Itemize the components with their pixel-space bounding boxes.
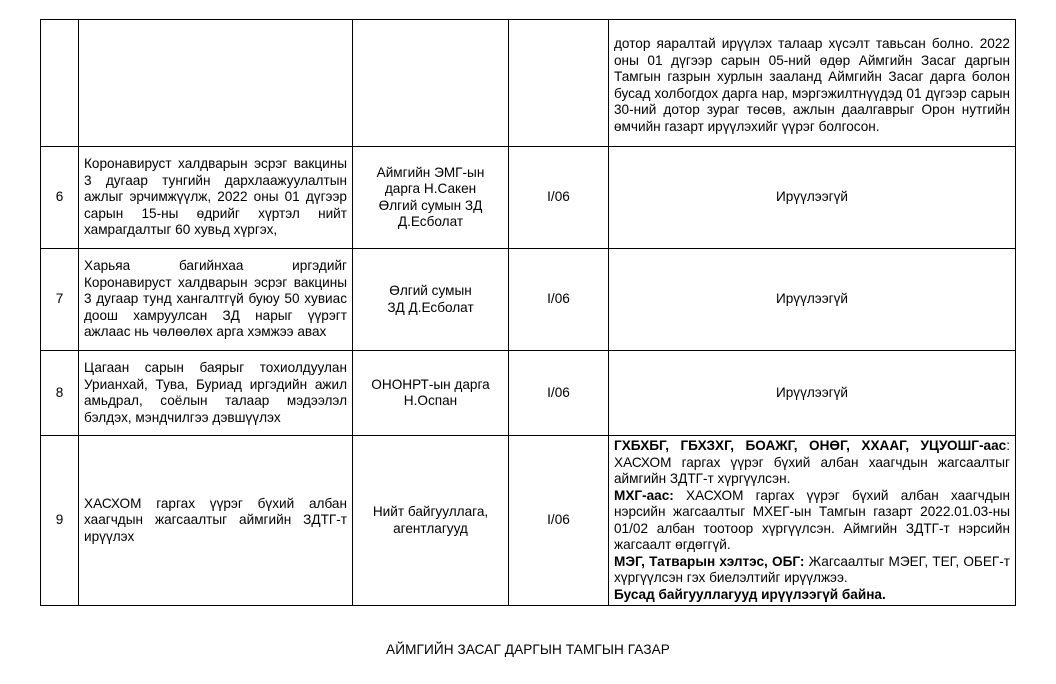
responsible-cell: Нийт байгууллага, агентлагууд bbox=[353, 436, 509, 606]
org-label: МЭГ, Татварын хэлтэс, ОБГ: bbox=[614, 553, 805, 569]
table-row bbox=[41, 436, 1016, 606]
task-cell: ХАСХОМ гаргах үүрэг бүхий албан хаагчдын жагсаалтыг аймгийн ЗДТГ-т ирүүлэх bbox=[79, 436, 353, 606]
org-label: МХГ-аас: bbox=[614, 487, 674, 503]
result-text: ХАСХОМ гаргах үүрэг бүхий албан хаагчдын нэрсийн жагсаалтыг МХЕГ-ын Тамгын газарт 2022.01.03-ны 01/02 албан тоотоор хүргүүлсэн. Аймгийн ЗДТГ-т нэрсийн жагсаалт өгдөггүй. bbox=[614, 487, 1010, 552]
result-cell: Ирүүлээгүй bbox=[609, 249, 1016, 351]
org-label: Бусад байгууллагууд ирүүлээгүй байна. bbox=[614, 586, 886, 602]
task-cell: Цагаан сарын баярыг тохиолдуулан Урианхай, Тува, Буриад иргэдийн ажил амьдрал, соёлын талаар мэдээлэл бэлдэх, мэндчилгээ дэвшүүлэх bbox=[79, 351, 353, 436]
row-number: 9 bbox=[41, 436, 79, 606]
result-cell: Ирүүлээгүй bbox=[609, 351, 1016, 436]
code-cell: I/06 bbox=[509, 249, 609, 351]
result-cell bbox=[609, 436, 1016, 606]
task-cell: Харьяа багийнхаа иргэдийг Коронавируст халдварын эсрэг вакцины 3 дугаар тунд хангалтгүй буюу 50 хувиас доош хамруулсан ЗД нарыг үүрэгт ажлаас нь чөлөөлөх арга хэмжээ авах bbox=[79, 249, 353, 351]
responsible-cell: Аймгийн ЭМГ-ын дарга Н.Сакен Өлгий сумын ЗД Д.Есболат bbox=[353, 147, 509, 249]
row-number bbox=[41, 20, 79, 147]
result-cell: Ирүүлээгүй bbox=[609, 147, 1016, 249]
table-row bbox=[41, 20, 1016, 147]
table-row bbox=[41, 147, 1016, 249]
table-row bbox=[41, 249, 1016, 351]
code-cell: I/06 bbox=[509, 436, 609, 606]
responsible-cell: Өлгий сумын ЗД Д.Есболат bbox=[353, 249, 509, 351]
page-footer: АЙМГИЙН ЗАСАГ ДАРГЫН ТАМГЫН ГАЗАР bbox=[386, 642, 670, 657]
row-number: 7 bbox=[41, 249, 79, 351]
result-text: : ХАСХОМ гаргах үүрэг бүхий албан хаагчдын жагсаалтыг аймгийн ЗДТГ-т хүргүүлсэн. bbox=[614, 438, 1010, 486]
task-cell: Коронавируст халдварын эсрэг вакцины 3 дугаар тунгийн дархлаажуулалтын ажлыг эрчимжүүлж, 2022 оны 01 дүгээр сарын 15-ны өдрийг хүртэл нийт хамрагдалтыг 60 хувьд хүргэх, bbox=[79, 147, 353, 249]
row-number: 8 bbox=[41, 351, 79, 436]
responsible-cell bbox=[353, 20, 509, 147]
code-cell: I/06 bbox=[509, 351, 609, 436]
code-cell: I/06 bbox=[509, 147, 609, 249]
result-paragraph bbox=[614, 554, 1010, 587]
task-cell bbox=[79, 20, 353, 147]
result-paragraph bbox=[614, 587, 1010, 604]
report-table bbox=[40, 19, 1016, 606]
result-paragraph bbox=[614, 488, 1010, 554]
result-paragraph bbox=[614, 438, 1010, 488]
responsible-cell: ОНОНРТ-ын дарга Н.Оспан bbox=[353, 351, 509, 436]
code-cell bbox=[509, 20, 609, 147]
org-label: ГХБХБГ, ГБХЗХГ, БОАЖГ, ОНӨГ, ХХААГ, УЦУОШГ-аас bbox=[614, 438, 1007, 453]
row-number: 6 bbox=[41, 147, 79, 249]
table-row bbox=[41, 351, 1016, 436]
result-text: Жагсаалтыг МЭЕГ, ТЕГ, ОБЕГ-т хүргүүлсэн гэх биелэлтийг ирүүлжээ. bbox=[614, 553, 1010, 585]
result-cell: дотор яаралтай ирүүлэх талаар хүсэлт тавьсан болно. 2022 оны 01 дүгээр сарын 05-ний өдөр Аймгийн Засаг даргын Тамгын газрын хурлын зааланд Аймгийн Засаг дарга болон бусад холбогдох дарга нар, мэргэжилтнүүдэд 01 дүгээр сарын 30-ний дотор зураг төсөв, ажлын даалгаврыг Орон нутгийн өмчийн газарт ирүүлэхийг үүрэг болгосон. bbox=[609, 20, 1016, 147]
